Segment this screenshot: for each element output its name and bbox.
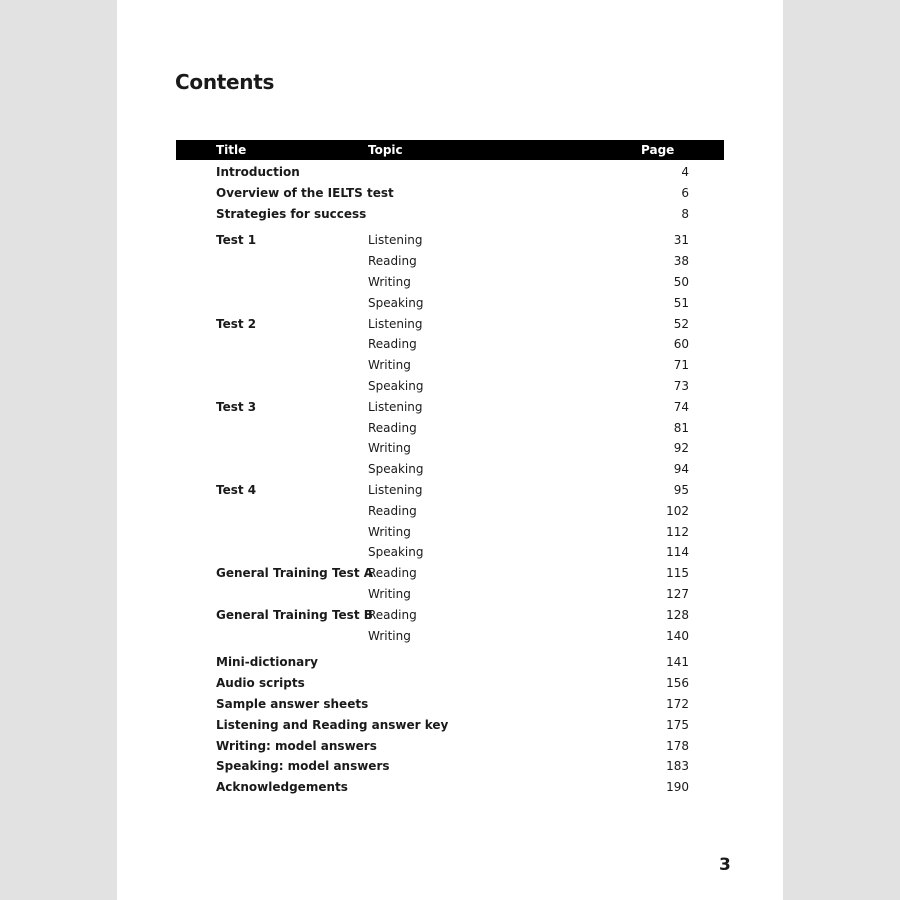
entry-page: 50 [673, 274, 689, 289]
entry-topic: Speaking [368, 378, 424, 393]
entry-topic: Speaking [368, 295, 424, 310]
toc-row [176, 183, 724, 204]
entry-page: 114 [666, 545, 689, 560]
page-title: Contents [175, 70, 275, 94]
entry-topic: Writing [368, 274, 411, 289]
toc-row [176, 418, 724, 439]
entry-title: Speaking: model answers [216, 759, 390, 774]
entry-title: Overview of the IELTS test [216, 185, 394, 200]
toc-row [176, 251, 724, 272]
entry-page: 60 [673, 337, 689, 352]
toc-row [176, 694, 724, 715]
entry-page: 115 [666, 566, 689, 581]
entry-topic: Writing [368, 441, 411, 456]
entry-topic: Speaking [368, 545, 424, 560]
entry-page: 95 [673, 482, 689, 497]
entry-topic: Writing [368, 358, 411, 373]
entry-page: 8 [681, 206, 689, 221]
entry-title: Introduction [216, 165, 300, 179]
toc-row [176, 522, 724, 543]
entry-topic: Listening [368, 399, 423, 414]
toc-row [176, 459, 724, 480]
entry-page: 73 [673, 378, 689, 393]
toc-section [176, 652, 724, 798]
entry-title: Mini-dictionary [216, 655, 318, 670]
entry-page: 6 [681, 185, 689, 200]
toc-row [176, 715, 724, 736]
entry-page: 128 [666, 607, 689, 622]
entry-page: 94 [673, 462, 689, 477]
toc-row [176, 204, 724, 225]
toc-row [176, 626, 724, 647]
entry-page: 4 [681, 165, 689, 179]
entry-page: 112 [666, 524, 689, 539]
entry-page: 183 [666, 759, 689, 774]
entry-page: 102 [666, 503, 689, 518]
page-number: 3 [719, 855, 731, 875]
entry-page: 92 [673, 441, 689, 456]
toc-row [176, 355, 724, 376]
entry-page: 178 [666, 738, 689, 753]
entry-page: 127 [666, 586, 689, 601]
entry-page: 74 [673, 399, 689, 414]
entry-page: 172 [666, 696, 689, 711]
toc-row [176, 438, 724, 459]
toc-row [176, 334, 724, 355]
entry-topic: Speaking [368, 462, 424, 477]
entry-title: Strategies for success [216, 206, 367, 221]
entry-topic: Writing [368, 524, 411, 539]
entry-title: Writing: model answers [216, 738, 377, 753]
entry-topic: Writing [368, 586, 411, 601]
toc-row [176, 652, 724, 673]
entry-title: Listening and Reading answer key [216, 717, 449, 732]
entry-page: 140 [666, 628, 689, 643]
entry-page: 175 [666, 717, 689, 732]
entry-page: 52 [673, 316, 689, 331]
entry-topic: Writing [368, 628, 411, 643]
toc-row [176, 376, 724, 397]
toc-row [176, 230, 724, 251]
entry-title: Sample answer sheets [216, 696, 369, 711]
entry-page: 81 [673, 420, 689, 435]
toc-row [176, 563, 724, 584]
toc-row [176, 542, 724, 563]
table-header [176, 140, 724, 160]
entry-title: Audio scripts [216, 676, 305, 691]
toc-row [176, 480, 724, 501]
entry-title: Acknowledgements [216, 780, 348, 795]
contents-table [176, 162, 724, 804]
header-topic: Topic [368, 143, 403, 157]
document-page [117, 0, 783, 900]
toc-section [176, 162, 724, 224]
toc-row [176, 293, 724, 314]
toc-row [176, 397, 724, 418]
toc-row [176, 584, 724, 605]
entry-topic: Reading [368, 337, 417, 352]
toc-row [176, 314, 724, 335]
entry-title: Test 2 [216, 316, 257, 331]
toc-section [176, 230, 724, 646]
entry-topic: Listening [368, 316, 423, 331]
header-title: Title [216, 143, 247, 157]
entry-title: General Training Test B [216, 607, 373, 622]
entry-title: General Training Test A [216, 566, 374, 581]
entry-title: Test 3 [216, 399, 257, 414]
toc-row [176, 501, 724, 522]
entry-topic: Reading [368, 607, 417, 622]
entry-page: 51 [673, 295, 689, 310]
entry-topic: Reading [368, 254, 417, 269]
toc-row [176, 162, 724, 183]
entry-page: 38 [673, 254, 689, 269]
entry-topic: Reading [368, 566, 417, 581]
entry-page: 31 [673, 233, 689, 248]
entry-title: Test 4 [216, 482, 257, 497]
toc-row [176, 777, 724, 798]
entry-page: 71 [673, 358, 689, 373]
toc-row [176, 673, 724, 694]
toc-row [176, 736, 724, 757]
toc-row [176, 605, 724, 626]
toc-row [176, 272, 724, 293]
header-page: Page [641, 143, 675, 157]
entry-topic: Listening [368, 233, 423, 248]
entry-page: 190 [666, 780, 689, 795]
entry-topic: Reading [368, 503, 417, 518]
entry-topic: Listening [368, 482, 423, 497]
entry-page: 141 [666, 655, 689, 670]
toc-row [176, 756, 724, 777]
entry-topic: Reading [368, 420, 417, 435]
entry-page: 156 [666, 676, 689, 691]
entry-title: Test 1 [216, 233, 257, 248]
